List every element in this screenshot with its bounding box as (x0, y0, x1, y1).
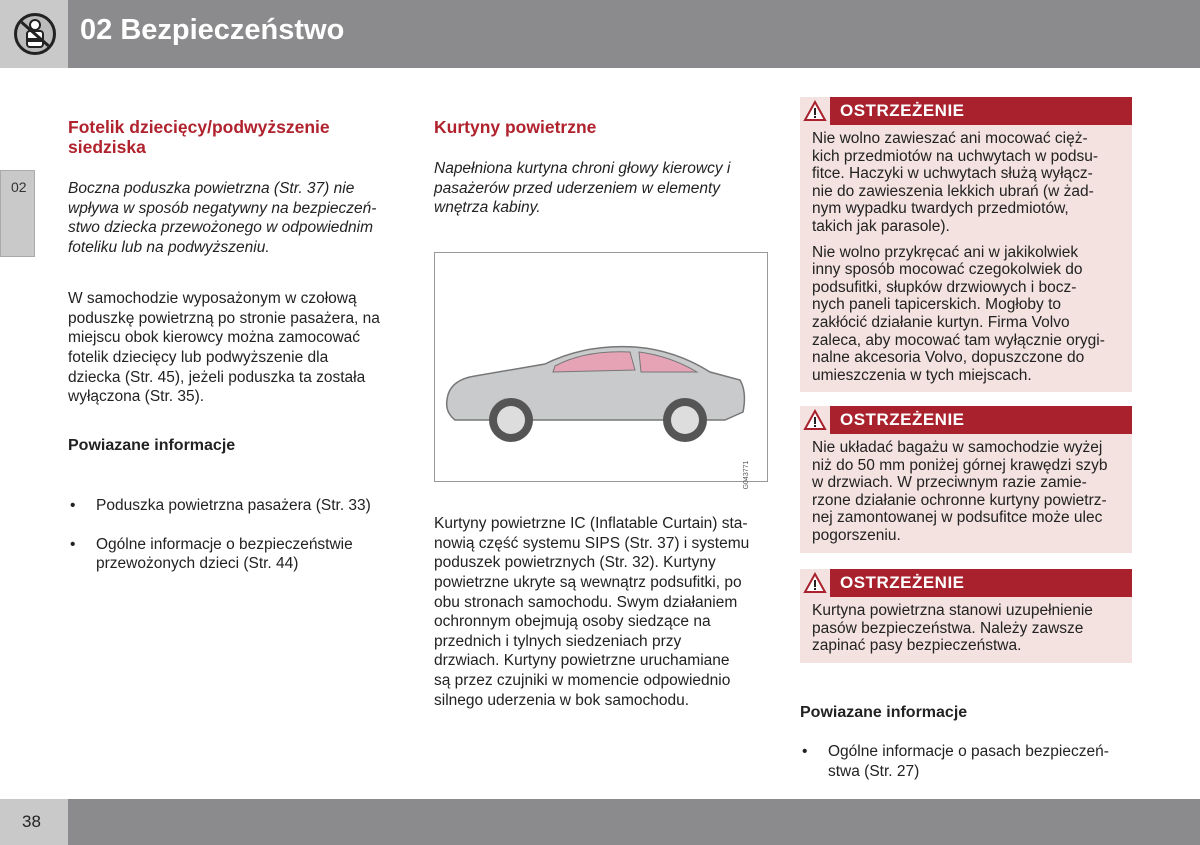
section-heading: Fotelik dziecięcy/podwyższenie siedziska (68, 116, 330, 157)
warning-text: Nie wolno przykręcać ani w jakikolwiek inny sposób mocować czegokolwiek do podsufitki, słupków drzwiowych i bocz- nych paneli tapicerskich. Mogłoby to zakłócić działanie kurtyn. Firma Volvo zaleca, aby mocować tam wyłącznie orygi- nalne akcesoria Volvo, dopuszczone do umieszczenia w tych miejscach. (812, 243, 1105, 384)
curtains-body: Kurtyny powietrzne IC (Inflatable Curtain) sta- nowią część systemu SIPS (Str. 37) i systemu poduszek powietrznych (Str. 32). Kurtyny powietrzne ukryte są wewnątrz podsufitki, po obu stronach samochodu. Swym działaniem ochronnym obejmują osoby siedzące na przednich i tylnych siedzeniach przy drzwiach. Kurtyny powietrzne uruchamiane są przez czujniki w momencie odpowiednio silnego uderzenia w bok samochodu. (434, 515, 750, 709)
warning-text: Nie wolno zawieszać ani mocować cięż- kich przedmiotów na uchwytach w podsu- fitce. Haczyki w uchwytach służą wyłącz- nie do zawieszenia lekkich ubrań (w żad- nym wypadku twardych przedmiotów, takich jak parasole). (812, 130, 1099, 235)
column-child-seat (68, 97, 408, 613)
warning-triangle-icon (800, 569, 830, 597)
related-list (68, 476, 408, 594)
related-info (800, 683, 1140, 801)
warning-box (800, 406, 1132, 553)
warning-box (800, 569, 1132, 663)
chapter-tab: 02 (0, 170, 35, 257)
warning-title: OSTRZEŻENIE (840, 410, 965, 429)
related-link[interactable]: • Ogólne informacje o bezpieczeństwie przewożonych dzieci (Str. 44) (68, 535, 408, 574)
warning-triangle-icon (800, 97, 830, 125)
child-seat-prohibited-icon (14, 13, 56, 55)
car-curtain-figure (434, 252, 768, 490)
body-text: W samochodzie wyposażonym w czołową poduszkę powietrzną po stronie pasażera, na miejscu obok kierowcy można zamocować fotelik dziecięcy lub podwyższenie dla dziecka (Str. 45), jeżeli poduszka ta została wyłączona (Str. 35). (68, 290, 380, 406)
figure-code: G043771 (743, 460, 751, 490)
section-heading: Kurtyny powietrzne (434, 116, 597, 137)
warning-triangle-icon (800, 406, 830, 434)
warning-title: OSTRZEŻENIE (840, 101, 965, 120)
page-footer (68, 799, 1200, 845)
warning-box (800, 97, 1132, 392)
section-intro: Boczna poduszka powietrzna (Str. 37) nie wpływa w sposób negatywny na bezpieczeń- stwo dziecka przewożonego w odpowiednim foteliku lub na podwyższeniu. (68, 180, 377, 256)
column-curtains (434, 97, 784, 740)
warning-title: OSTRZEŻENIE (840, 573, 965, 592)
related-link[interactable]: • Ogólne informacje o pasach bezpieczeń- stwa (Str. 27) (800, 742, 1140, 781)
related-link[interactable]: • Poduszka powietrzna pasażera (Str. 33) (68, 496, 408, 516)
chapter-title: 02 Bezpieczeństwo (80, 14, 345, 46)
car-illustration (435, 272, 767, 500)
related-heading: Powiazane informacje (68, 437, 236, 455)
related-heading: Powiazane informacje (800, 703, 968, 721)
page-number: 38 (22, 812, 41, 831)
warning-text: Kurtyna powietrzna stanowi uzupełnienie pasów bezpieczeństwa. Należy zawsze zapinać pasy bezpieczeństwa. (812, 602, 1093, 655)
section-intro: Napełniona kurtyna chroni głowy kierowcy i pasażerów przed uderzeniem w elementy wnętrza kabiny. (434, 160, 731, 217)
warning-text: Nie układać bagażu w samochodzie wyżej niż do 50 mm poniżej górnej krawędzi szyb w drzwiach. W przeciwnym razie zamie- rzone działanie ochronne kurtyny powietrz- nej zamontowanej w podsufitce może ulec pogorszeniu. (812, 439, 1108, 544)
